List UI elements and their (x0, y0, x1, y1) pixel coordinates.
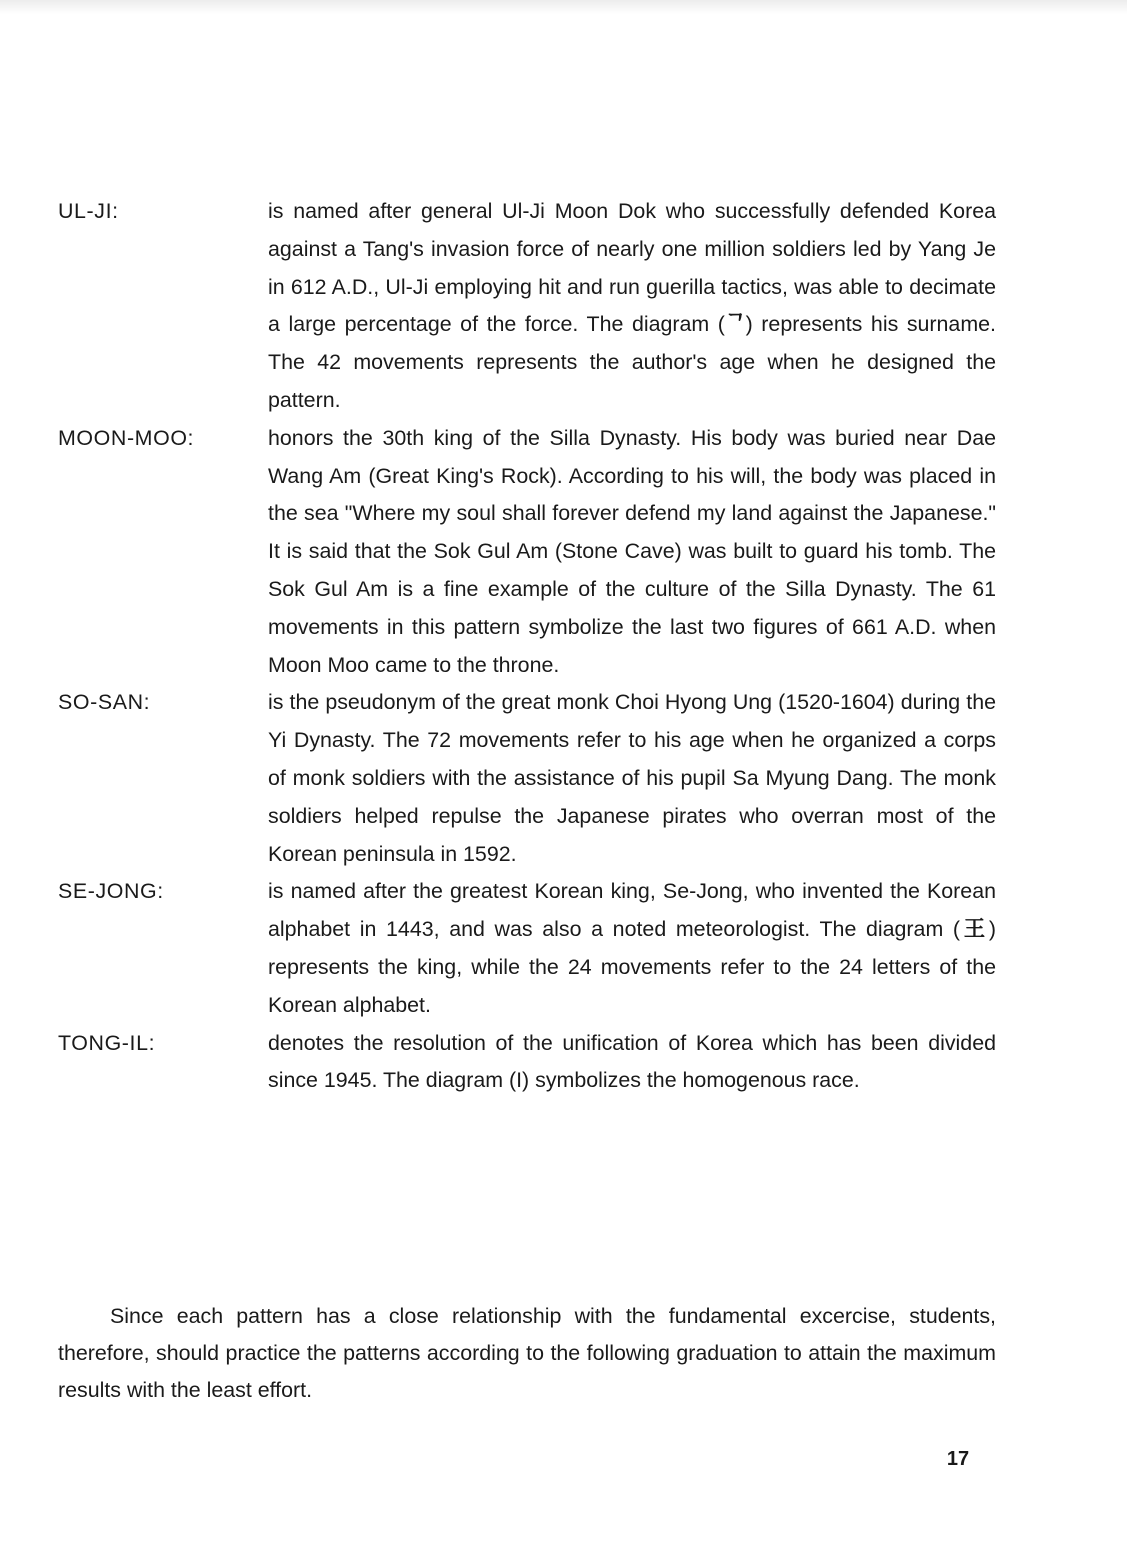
glossary-entry-tong-il (58, 1025, 996, 1101)
entry-term: MOON-MOO: (58, 425, 195, 450)
definition-text-continued: ) represents his surname. The 42 movements represents the author's age when he designed the pattern. (268, 312, 996, 412)
page-number: 17 (946, 1448, 970, 1470)
entry-term: SE-JONG: (58, 879, 164, 904)
glossary-entry-moon-moo (58, 420, 996, 685)
scan-edge-shadow (0, 0, 1127, 14)
definition-text: is named after general Ul-Ji Moon Dok who successfully defended Korea against a Tang's invasion force of nearly one million soldiers led by Yang Je in 612 A.D., Ul-Ji employing hit and run guerilla tactics, was able to decimate a large percentage of the force. The diagram ( (268, 199, 996, 337)
entry-definition (268, 873, 996, 1024)
entry-term: SO-SAN: (58, 690, 151, 715)
glossary-entry-se-jong (58, 873, 996, 1024)
glossary-entry-ul-ji (58, 193, 996, 420)
entry-definition: denotes the resolution of the unification of Korea which has been divided since 1945. The diagram (I) symbolizes the homogenous race. (268, 1030, 996, 1093)
definition-text-continued: ) represents the king, while the 24 movements refer to the 24 letters of the Korean alphabet. (268, 917, 996, 1017)
entry-definition (268, 193, 996, 420)
definition-text: is named after the greatest Korean king, Se-Jong, who invented the Korean alphabet in 1443, and was also a noted meteorologist. The diagram ( (268, 879, 996, 942)
entry-term: TONG-IL: (58, 1030, 156, 1055)
surname-diagram-glyph: ᄀ (724, 312, 746, 338)
entry-definition: honors the 30th king of the Silla Dynasty. His body was buried near Dae Wang Am (Great King's Rock). According to his will, the body was placed in the sea "Where my soul shall forever defend my land against the Japanese." It is said that the Sok Gul Am (Stone Cave) was built to guard his tomb. The Sok Gul Am is a fine example of the culture of the Silla Dynasty. The 61 movements in this pattern symbolize the last two figures of 661 A.D. when Moon Moo came to the throne. (268, 425, 996, 677)
entry-term: UL-JI: (58, 199, 119, 223)
glossary-entry-so-san (58, 684, 996, 873)
king-diagram-glyph: 王 (960, 917, 989, 943)
entry-definition: is the pseudonym of the great monk Choi Hyong Ung (1520-1604) during the Yi Dynasty. The 72 movements refer to his age when he organized a corps of monk soldiers with the assistance of his pupil Sa Myung Dang. The monk soldiers helped repulse the Japanese pirates who overran most of the Korean peninsula in 1592. (268, 690, 996, 866)
pattern-glossary (58, 193, 996, 1100)
closing-paragraph: Since each pattern has a close relationship with the fundamental excercise, students, therefore, should practice the patterns according to the following graduation to attain the maximum results with the least effort. (58, 1304, 996, 1403)
